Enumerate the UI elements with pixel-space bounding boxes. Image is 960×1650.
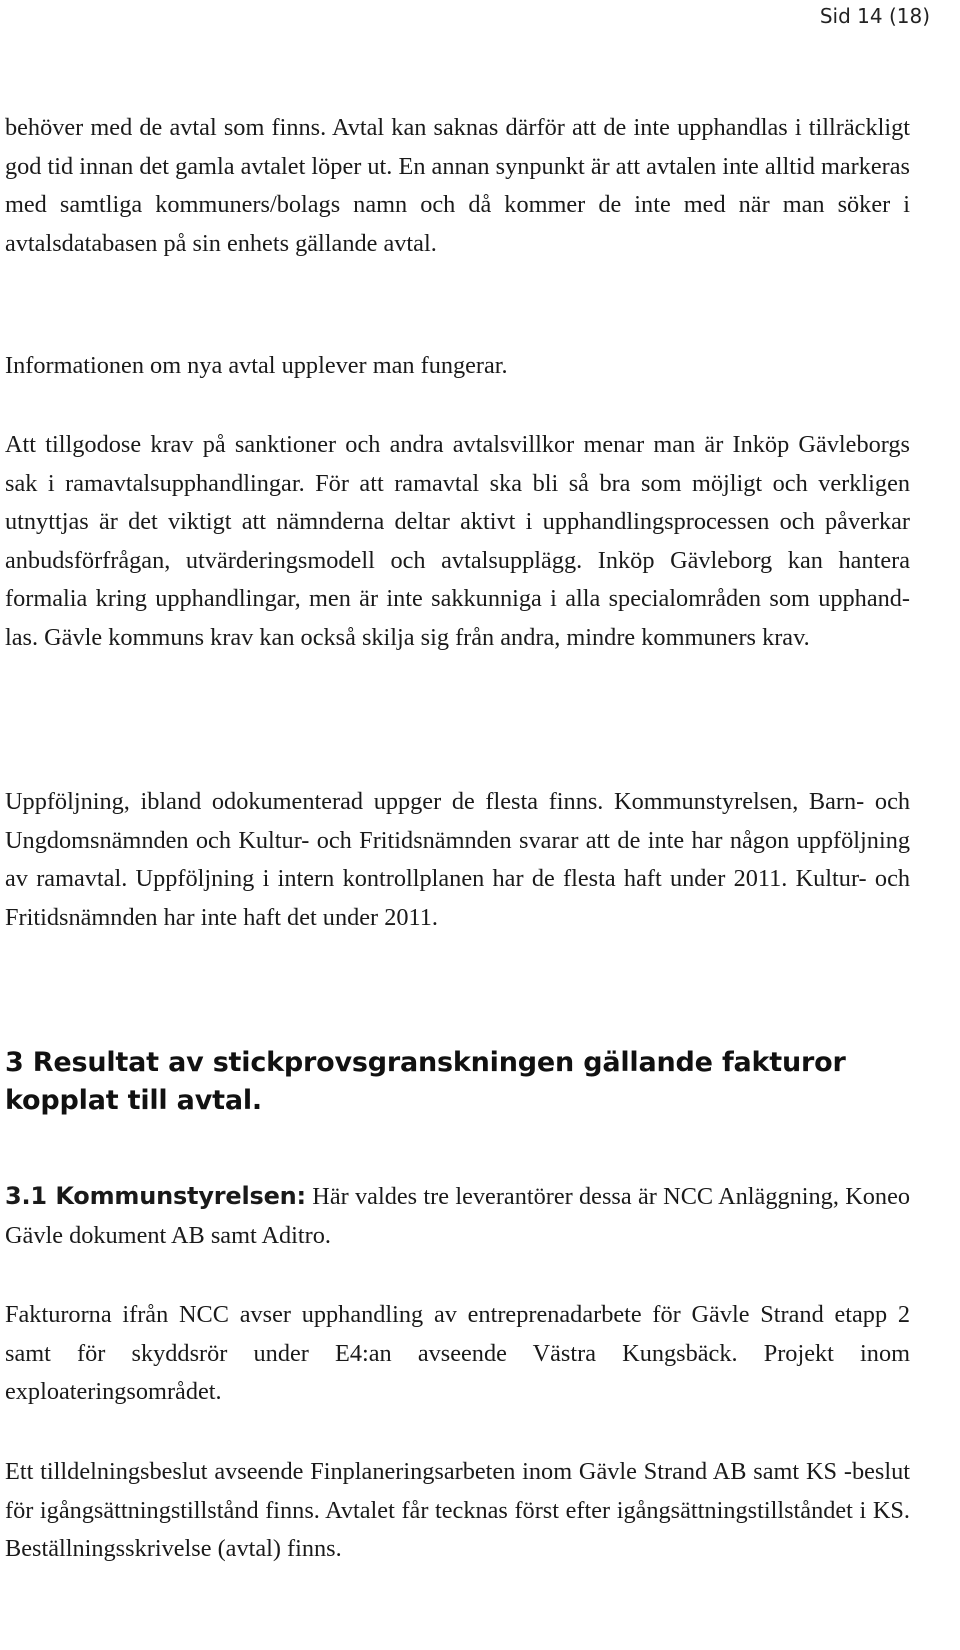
paragraph-uppfoljning: Uppföljning, ibland odokumenterad uppger de flesta finns. Kommunstyrelsen, Barn- och Ungdomsnämnden och Kultur- och Fritidsnämnden svarar att de inte har någon uppföljning av ramavtal. Uppföljning i intern kontrollplanen har de flesta haft under 2011. Kultur- och Fritidsnämnden har inte haft det under 2011. xyxy=(5,788,910,931)
paragraph-sanktioner-krav: Att tillgodose krav på sanktioner och andra avtalsvillkor menar man är Inköp Gävleborgs sak i ramavtalsupphandlingar. För att ramavtal ska bli så bra som möjligt och verkligen utnyttjas är det viktigt att nämnderna deltar aktivt i upphandlingsprocessen och påverkar anbudsförfrågan, utvärderingsmodell och avtalsupplägg. Inköp Gävleborg kan hantera formalia kring upphandlingar, men är inte sakkunniga i alla specialområden som upphandlas. Gävle kommuns krav kan också skilja sig från andra, mindre kommuners krav. xyxy=(5,431,910,651)
paragraph-tilldelningsbeslut: Ett tilldelningsbeslut avseende Finplaneringsarbeten inom Gävle Strand AB samt KS -beslut för igångsättningstillstånd finns. Avtalet får tecknas först efter igångsättningstillståndet i KS. Beställningsskrivelse (avtal) finns. xyxy=(5,1458,910,1562)
paragraph-information-nya-avtal: Informationen om nya avtal upplever man fungerar. xyxy=(5,352,508,379)
section-heading-3: 3 Resultat av stickprovsgranskningen gällande fakturor kopplat till avtal. xyxy=(5,1047,846,1116)
subheading-3-1: 3.1 Kommunstyrelsen: xyxy=(5,1182,306,1210)
paragraph-kommunstyrelsen xyxy=(5,1177,910,1255)
page-number: Sid 14 (18) xyxy=(819,4,930,28)
paragraph-fakturor-ncc: Fakturorna ifrån NCC avser upphandling av entreprenadarbete för Gävle Strand etapp 2 samt för skyddsrör under E4:an avseende Västra Kungsbäck. Projekt inom exploateringsområdet. xyxy=(5,1301,910,1405)
kommunstyrelsen-text: Här valdes tre leverantörer dessa är NCC Anläggning, Koneo Gävle dokument AB samt Aditro. xyxy=(5,1183,910,1249)
paragraph-avtal-saknas: behöver med de avtal som finns. Avtal kan saknas därför att de inte upphandlas i tillräckligt god tid innan det gamla avtalet löper ut. En annan synpunkt är att avtalen inte alltid markeras med samtliga kommuners/bolags namn och då kommer de inte med när man söker i avtalsdatabasen på sin enhets gällande avtal. xyxy=(5,114,910,257)
